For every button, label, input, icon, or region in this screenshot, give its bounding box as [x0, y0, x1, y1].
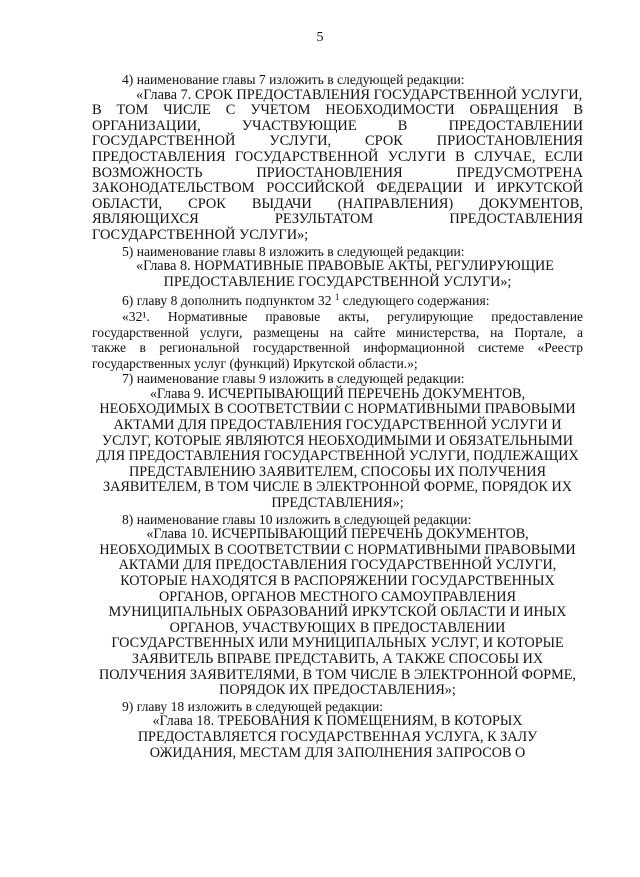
page-number: 5 — [316, 30, 324, 45]
title-line: ОРГАНИЗАЦИИ, УЧАСТВУЮЩИЕ В ПРЕДОСТАВЛЕНИИ — [92, 117, 583, 134]
title-line: ВОЗМОЖНОСТЬ ПРИОСТАНОВЛЕНИЯ ПРЕДУСМОТРЕНА — [92, 164, 583, 181]
title-line: ОРГАНОВ, ОРГАНОВ МЕСТНОГО САМОУПРАВЛЕНИЯ — [158, 588, 516, 605]
item-6: 6) главу 8 дополнить подпунктом 32 $^1$ следующего содержания: — [122, 292, 490, 309]
paragraph-line: также в региональной государственной информационной системе «Реестр — [92, 340, 583, 356]
title-line: ПРЕДОСТАВЛЕНИЯ ГОСУДАРСТВЕННОЙ УСЛУГИ В СЛУЧАЕ, ЕСЛИ — [92, 148, 583, 165]
chapter-9-title — [92, 387, 583, 512]
title-line: АКТАМИ ДЛЯ ПРЕДОСТАВЛЕНИЯ ГОСУДАРСТВЕННОЙ УСЛУГИ И — [113, 417, 562, 434]
title-line: НЕОБХОДИМЫХ В СООТВЕТСТВИИ С НОРМАТИВНЫМИ ПРАВОВЫМИ — [99, 541, 576, 558]
item-5: 5) наименование главы 8 изложить в следующей редакции: — [122, 243, 465, 259]
chapter-7-title — [92, 88, 583, 244]
chapter-18-title — [92, 714, 583, 761]
title-line: ЯВЛЯЮЩИХСЯ РЕЗУЛЬТАТОМ ПРЕДОСТАВЛЕНИЯ — [92, 211, 583, 228]
title-line: ПРЕДОСТАВЛЕНИЕ ГОСУДАРСТВЕННОЙ УСЛУГИ»; — [163, 273, 512, 290]
paragraph-line: государственных услуг (функций) Иркутской области.»; — [92, 355, 418, 371]
document-body — [92, 72, 583, 761]
chapter-8-title — [92, 259, 583, 290]
title-line: ЗАЯВИТЕЛЕМ, В ТОМ ЧИСЛЕ В ЭЛЕКТРОННОЙ ФОРМЕ, ПОРЯДОК ИХ — [103, 479, 572, 496]
item-9: 9) главу 18 изложить в следующей редакции: — [122, 698, 383, 714]
title-line: «Глава 10. ИСЧЕРПЫВАЮЩИЙ ПЕРЕЧЕНЬ ДОКУМЕНТОВ, — [146, 526, 529, 543]
title-line: ПОЛУЧЕНИЯ ЗАЯВИТЕЛЯМИ, В ТОМ ЧИСЛЕ В ЭЛЕКТРОННОЙ ФОРМЕ, — [99, 666, 576, 683]
title-line: ОЖИДАНИЯ, МЕСТАМ ДЛЯ ЗАПОЛНЕНИЯ ЗАПРОСОВ О — [149, 744, 526, 761]
paragraph-line: «32¹. Нормативные правовые акты, регулирующие предоставление — [122, 308, 583, 324]
title-line: УСЛУГ, КОТОРЫЕ ЯВЛЯЮТСЯ НЕОБХОДИМЫМИ И ОБЯЗАТЕЛЬНЫМИ — [102, 432, 573, 449]
title-line: АКТАМИ ДЛЯ ПРЕДОСТАВЛЕНИЯ ГОСУДАРСТВЕННОЙ УСЛУГИ, — [118, 557, 557, 574]
title-line: ЗАЯВИТЕЛЬ ВПРАВЕ ПРЕДСТАВИТЬ, А ТАКЖЕ СПОСОБЫ ИХ — [131, 650, 544, 667]
chapter-10-title — [92, 527, 583, 699]
title-line: МУНИЦИПАЛЬНЫХ ОБРАЗОВАНИЙ ИРКУТСКОЙ ОБЛАСТИ И ИНЫХ — [108, 604, 567, 621]
title-line: «Глава 7. СРОК ПРЕДОСТАВЛЕНИЯ ГОСУДАРСТВЕННОЙ УСЛУГИ, — [136, 86, 583, 103]
subparagraph-32-1 — [92, 309, 583, 371]
title-line: В ТОМ ЧИСЛЕ С УЧЕТОМ НЕОБХОДИМОСТИ ОБРАЩЕНИЯ В — [92, 102, 583, 119]
title-line: НЕОБХОДИМЫХ В СООТВЕТСТВИИ С НОРМАТИВНЫМИ ПРАВОВЫМИ — [99, 401, 576, 418]
title-line: ЗАКОНОДАТЕЛЬСТВОМ РОССИЙСКОЙ ФЕДЕРАЦИИ И ИРКУТСКОЙ — [92, 180, 583, 197]
title-line: «Глава 18. ТРЕБОВАНИЯ К ПОМЕЩЕНИЯМ, В КОТОРЫХ — [152, 713, 523, 730]
title-line: ОБЛАСТИ, СРОК ВЫДАЧИ (НАПРАВЛЕНИЯ) ДОКУМЕНТОВ, — [92, 195, 583, 212]
title-line: ПРЕДОСТАВЛЯЕТСЯ ГОСУДАРСТВЕННАЯ УСЛУГА, К ЗАЛУ — [137, 728, 538, 745]
title-line: ПРЕДСТАВЛЕНИЮ ЗАЯВИТЕЛЕМ, СПОСОБЫ ИХ ПОЛУЧЕНИЯ — [129, 463, 546, 480]
item-8: 8) наименование главы 10 изложить в следующей редакции: — [122, 511, 472, 527]
title-line: ПОРЯДОК ИХ ПРЕДОСТАВЛЕНИЯ»; — [219, 682, 456, 699]
title-line: «Глава 8. НОРМАТИВНЫЕ ПРАВОВЫЕ АКТЫ, РЕГУЛИРУЮЩИЕ — [136, 258, 554, 275]
title-line: ОРГАНОВ, УЧАСТВУЮЩИХ В ПРЕДОСТАВЛЕНИИ — [169, 619, 506, 636]
item-4: 4) наименование главы 7 изложить в следующей редакции: — [122, 72, 465, 87]
title-line: «Глава 9. ИСЧЕРПЫВАЮЩИЙ ПЕРЕЧЕНЬ ДОКУМЕНТОВ, — [149, 385, 526, 402]
title-line: ДЛЯ ПРЕДОСТАВЛЕНИЯ ГОСУДАРСТВЕННОЙ УСЛУГИ, ПОДЛЕЖАЩИХ — [96, 448, 579, 465]
paragraph-line: государственной услуги, размещены на сайте министерства, на Портале, а — [92, 324, 583, 340]
item-7: 7) наименование главы 9 изложить в следующей редакции: — [122, 371, 465, 387]
title-line: ГОСУДАРСТВЕННЫХ ИЛИ МУНИЦИПАЛЬНЫХ УСЛУГ, И КОТОРЫЕ — [111, 635, 564, 652]
title-line: ГОСУДАРСТВЕННОЙ УСЛУГИ»; — [92, 226, 309, 243]
title-line: ГОСУДАРСТВЕННОЙ УСЛУГИ, СРОК ПРИОСТАНОВЛЕНИЯ — [92, 133, 583, 150]
title-line: КОТОРЫЕ НАХОДЯТСЯ В РАСПОРЯЖЕНИИ ГОСУДАРСТВЕННЫХ — [120, 573, 555, 589]
title-line: ПРЕДСТАВЛЕНИЯ»; — [271, 495, 404, 512]
